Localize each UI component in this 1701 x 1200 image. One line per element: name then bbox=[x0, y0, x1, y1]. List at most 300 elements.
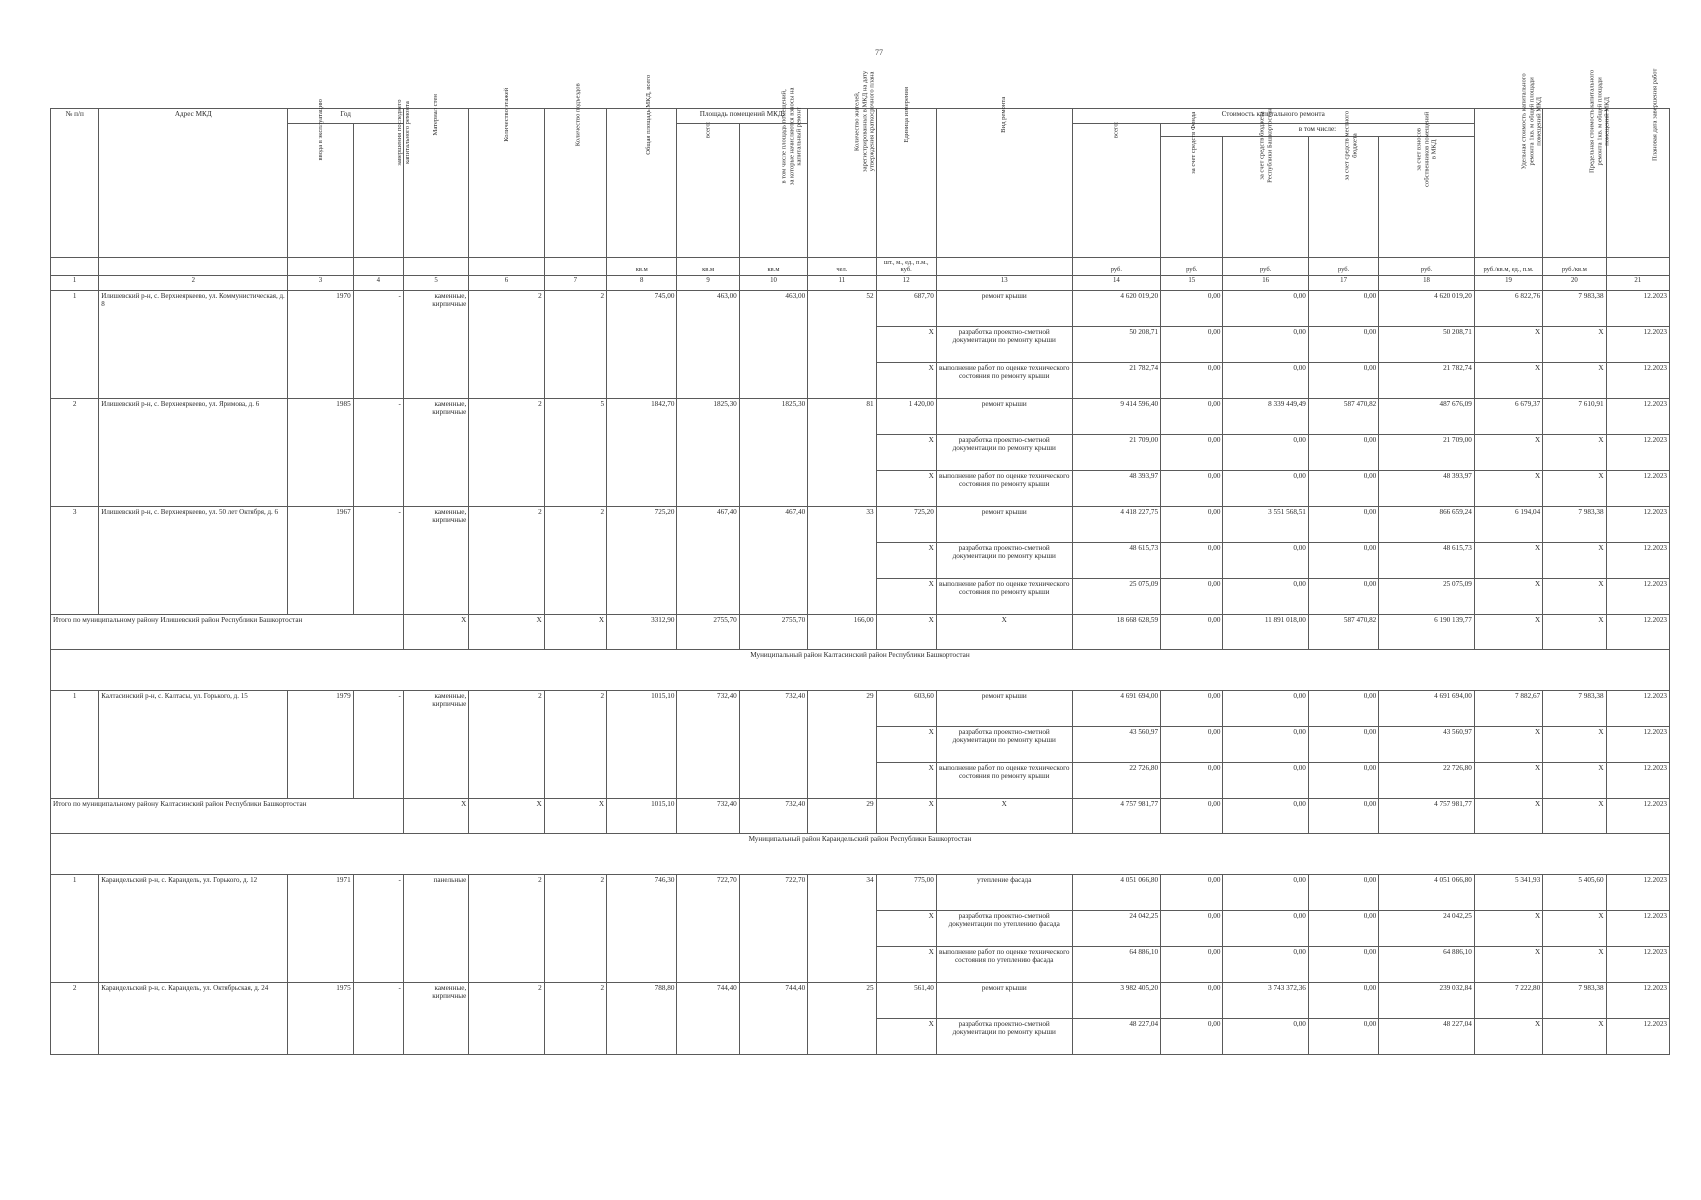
work-type: выполнение работ по оценке технического состояния по утеплению фасада bbox=[936, 946, 1072, 982]
house-premises: 463,00 bbox=[677, 290, 739, 398]
column-number: 7 bbox=[544, 275, 606, 290]
house-premises: 732,40 bbox=[677, 690, 739, 798]
work-cost-fund: 0,00 bbox=[1161, 290, 1223, 326]
unit-cell bbox=[353, 258, 403, 276]
house-floors: 2 bbox=[469, 398, 544, 506]
total-type: X bbox=[936, 614, 1072, 649]
house-year: 1970 bbox=[288, 290, 353, 398]
house-number: 1 bbox=[51, 874, 99, 982]
work-cost-local: 0,00 bbox=[1308, 690, 1378, 726]
work-cost-total: 4 691 694,00 bbox=[1072, 690, 1160, 726]
house-year: 1979 bbox=[288, 690, 353, 798]
column-number: 10 bbox=[739, 275, 807, 290]
house-floors: 2 bbox=[469, 506, 544, 614]
total-fund: 0,00 bbox=[1161, 798, 1223, 833]
house-total-area: 725,20 bbox=[607, 506, 677, 614]
work-specific-cost: X bbox=[1474, 470, 1542, 506]
column-number: 6 bbox=[469, 275, 544, 290]
section-kaltas bbox=[51, 690, 1670, 798]
work-max-cost: X bbox=[1543, 362, 1606, 398]
work-unit: 687,70 bbox=[876, 290, 936, 326]
work-cost-republic: 0,00 bbox=[1223, 1018, 1308, 1054]
house-last-repair: - bbox=[353, 690, 403, 798]
work-cost-owners: 48 227,04 bbox=[1379, 1018, 1475, 1054]
work-cost-local: 0,00 bbox=[1308, 326, 1378, 362]
work-cost-local: 0,00 bbox=[1308, 506, 1378, 542]
work-cost-fund: 0,00 bbox=[1161, 946, 1223, 982]
house-total-area: 746,30 bbox=[607, 874, 677, 982]
work-specific-cost: 7 222,80 bbox=[1474, 982, 1542, 1018]
unit-cell bbox=[469, 258, 544, 276]
work-plan-date: 12.2023 bbox=[1606, 578, 1669, 614]
column-number: 12 bbox=[876, 275, 936, 290]
house-floors: 2 bbox=[469, 290, 544, 398]
work-type: ремонт крыши bbox=[936, 506, 1072, 542]
total-premises-paid: 2755,70 bbox=[739, 614, 807, 649]
work-type: выполнение работ по оценке технического состояния по ремонту крыши bbox=[936, 578, 1072, 614]
header-premises-total: всего: bbox=[677, 124, 739, 258]
work-cost-total: 4 051 066,80 bbox=[1072, 874, 1160, 910]
house-premises-paid: 1825,30 bbox=[739, 398, 807, 506]
work-cost-local: 0,00 bbox=[1308, 290, 1378, 326]
work-max-cost: 7 983,38 bbox=[1543, 506, 1606, 542]
work-unit: 561,40 bbox=[876, 982, 936, 1018]
house-premises: 744,40 bbox=[677, 982, 739, 1054]
total-c5: X bbox=[403, 798, 468, 833]
house-material: каменные, кирпичные bbox=[403, 982, 468, 1054]
house-residents: 33 bbox=[808, 506, 876, 614]
work-specific-cost: X bbox=[1474, 726, 1542, 762]
house-year: 1971 bbox=[288, 874, 353, 982]
total-fund: 0,00 bbox=[1161, 614, 1223, 649]
work-cost-total: 21 709,00 bbox=[1072, 434, 1160, 470]
work-cost-local: 0,00 bbox=[1308, 542, 1378, 578]
work-max-cost: 7 983,38 bbox=[1543, 290, 1606, 326]
work-max-cost: X bbox=[1543, 946, 1606, 982]
work-type: утепление фасада bbox=[936, 874, 1072, 910]
work-cost-fund: 0,00 bbox=[1161, 542, 1223, 578]
work-cost-local: 0,00 bbox=[1308, 726, 1378, 762]
header-num: № п/п bbox=[51, 109, 99, 258]
house-residents: 25 bbox=[808, 982, 876, 1054]
total-cost: 4 757 981,77 bbox=[1072, 798, 1160, 833]
work-cost-total: 64 886,10 bbox=[1072, 946, 1160, 982]
work-unit: X bbox=[876, 910, 936, 946]
work-plan-date: 12.2023 bbox=[1606, 1018, 1669, 1054]
total-local: 0,00 bbox=[1308, 798, 1378, 833]
house-last-repair: - bbox=[353, 506, 403, 614]
work-unit: X bbox=[876, 726, 936, 762]
work-plan-date: 12.2023 bbox=[1606, 398, 1669, 434]
header-year-commission: ввода в эксплуатацию bbox=[288, 124, 353, 258]
total-owners: 6 190 139,77 bbox=[1379, 614, 1475, 649]
work-cost-local: 0,00 bbox=[1308, 982, 1378, 1018]
work-cost-local: 0,00 bbox=[1308, 874, 1378, 910]
work-plan-date: 12.2023 bbox=[1606, 910, 1669, 946]
work-cost-republic: 0,00 bbox=[1223, 326, 1308, 362]
work-max-cost: X bbox=[1543, 542, 1606, 578]
house-material: каменные, кирпичные bbox=[403, 290, 468, 398]
house-entrances: 2 bbox=[544, 290, 606, 398]
work-cost-fund: 0,00 bbox=[1161, 1018, 1223, 1054]
column-number: 3 bbox=[288, 275, 353, 290]
work-cost-local: 0,00 bbox=[1308, 362, 1378, 398]
house-premises-paid: 467,40 bbox=[739, 506, 807, 614]
work-cost-republic: 0,00 bbox=[1223, 946, 1308, 982]
work-max-cost: X bbox=[1543, 762, 1606, 798]
work-cost-owners: 50 208,71 bbox=[1379, 326, 1475, 362]
column-number: 17 bbox=[1308, 275, 1378, 290]
work-max-cost: 7 983,38 bbox=[1543, 982, 1606, 1018]
house-address: Караидельский р-н, с. Караидель, ул. Горького, д. 12 bbox=[99, 874, 288, 982]
unit-cell: руб./кв.м, ед., п.м. bbox=[1474, 258, 1542, 276]
column-number: 1 bbox=[51, 275, 99, 290]
work-unit: X bbox=[876, 578, 936, 614]
work-unit: X bbox=[876, 1018, 936, 1054]
work-cost-republic: 0,00 bbox=[1223, 470, 1308, 506]
house-material: каменные, кирпичные bbox=[403, 506, 468, 614]
house-floors: 2 bbox=[469, 690, 544, 798]
total-c7: X bbox=[544, 798, 606, 833]
work-type: разработка проектно-сметной документации по ремонту крыши bbox=[936, 326, 1072, 362]
work-cost-total: 43 560,97 bbox=[1072, 726, 1160, 762]
house-address: Илишевский р-н, с. Верхнеяркеево, ул. Коммунистическая, д. 8 bbox=[99, 290, 288, 398]
work-max-cost: X bbox=[1543, 910, 1606, 946]
work-plan-date: 12.2023 bbox=[1606, 982, 1669, 1018]
work-specific-cost: X bbox=[1474, 946, 1542, 982]
unit-cell: шт., м., ед., п.м., куб. bbox=[876, 258, 936, 276]
header-year-last-repair: завершения последнего капитального ремонта bbox=[353, 124, 403, 258]
house-total-area: 1842,70 bbox=[607, 398, 677, 506]
work-plan-date: 12.2023 bbox=[1606, 434, 1669, 470]
house-last-repair: - bbox=[353, 398, 403, 506]
work-cost-republic: 8 339 449,49 bbox=[1223, 398, 1308, 434]
work-specific-cost: X bbox=[1474, 434, 1542, 470]
work-cost-owners: 48 393,97 bbox=[1379, 470, 1475, 506]
house-premises: 1825,30 bbox=[677, 398, 739, 506]
house-premises-paid: 732,40 bbox=[739, 690, 807, 798]
unit-cell bbox=[544, 258, 606, 276]
work-plan-date: 12.2023 bbox=[1606, 290, 1669, 326]
section-kaltas-total bbox=[51, 798, 1670, 874]
work-cost-total: 4 418 227,75 bbox=[1072, 506, 1160, 542]
work-cost-fund: 0,00 bbox=[1161, 362, 1223, 398]
work-type: ремонт крыши bbox=[936, 982, 1072, 1018]
work-specific-cost: X bbox=[1474, 326, 1542, 362]
work-cost-owners: 239 032,84 bbox=[1379, 982, 1475, 1018]
work-specific-cost: X bbox=[1474, 910, 1542, 946]
house-row bbox=[51, 874, 1670, 910]
house-entrances: 5 bbox=[544, 398, 606, 506]
work-cost-local: 587 470,82 bbox=[1308, 398, 1378, 434]
header-floors: Количество этажей bbox=[469, 109, 544, 258]
work-specific-cost: 6 679,37 bbox=[1474, 398, 1542, 434]
total-date: 12.2023 bbox=[1606, 614, 1669, 649]
house-address: Калтасинский р-н, с. Калтасы, ул. Горького, д. 15 bbox=[99, 690, 288, 798]
work-cost-owners: 4 620 019,20 bbox=[1379, 290, 1475, 326]
work-cost-total: 9 414 596,40 bbox=[1072, 398, 1160, 434]
total-premises: 2755,70 bbox=[677, 614, 739, 649]
total-max: X bbox=[1543, 798, 1606, 833]
work-cost-total: 24 042,25 bbox=[1072, 910, 1160, 946]
work-cost-republic: 0,00 bbox=[1223, 362, 1308, 398]
header-unit: Единица измерения bbox=[876, 109, 936, 258]
work-cost-fund: 0,00 bbox=[1161, 726, 1223, 762]
work-type: разработка проектно-сметной документации по утеплению фасада bbox=[936, 910, 1072, 946]
work-max-cost: X bbox=[1543, 434, 1606, 470]
work-type: разработка проектно-сметной документации по ремонту крыши bbox=[936, 434, 1072, 470]
unit-cell: руб. bbox=[1161, 258, 1223, 276]
section-header-row bbox=[51, 649, 1670, 690]
total-type: X bbox=[936, 798, 1072, 833]
work-cost-fund: 0,00 bbox=[1161, 910, 1223, 946]
work-max-cost: X bbox=[1543, 726, 1606, 762]
header-cost-fund: за счет средств Фонда bbox=[1161, 137, 1223, 258]
work-unit: 603,60 bbox=[876, 690, 936, 726]
total-owners: 4 757 981,77 bbox=[1379, 798, 1475, 833]
house-entrances: 2 bbox=[544, 874, 606, 982]
unit-cell: руб. bbox=[1308, 258, 1378, 276]
total-specific: X bbox=[1474, 614, 1542, 649]
section-title-karaidel: Муниципальный район Караидельский район Республики Башкортостан bbox=[51, 833, 1670, 874]
work-type: выполнение работ по оценке технического состояния по ремонту крыши bbox=[936, 762, 1072, 798]
column-number: 16 bbox=[1223, 275, 1308, 290]
total-date: 12.2023 bbox=[1606, 798, 1669, 833]
work-plan-date: 12.2023 bbox=[1606, 362, 1669, 398]
work-cost-owners: 25 075,09 bbox=[1379, 578, 1475, 614]
unit-cell: кв.м bbox=[739, 258, 807, 276]
work-unit: X bbox=[876, 326, 936, 362]
house-premises: 722,70 bbox=[677, 874, 739, 982]
unit-cell bbox=[51, 258, 99, 276]
total-c7: X bbox=[544, 614, 606, 649]
total-specific: X bbox=[1474, 798, 1542, 833]
total-republic: 0,00 bbox=[1223, 798, 1308, 833]
total-premises-paid: 732,40 bbox=[739, 798, 807, 833]
house-entrances: 2 bbox=[544, 506, 606, 614]
column-number: 20 bbox=[1543, 275, 1606, 290]
house-address: Караидельский р-н, с. Караидель, ул. Октябрьская, д. 24 bbox=[99, 982, 288, 1054]
house-material: каменные, кирпичные bbox=[403, 690, 468, 798]
work-unit: X bbox=[876, 542, 936, 578]
house-number: 1 bbox=[51, 690, 99, 798]
work-max-cost: 5 405,60 bbox=[1543, 874, 1606, 910]
work-cost-fund: 0,00 bbox=[1161, 690, 1223, 726]
house-residents: 81 bbox=[808, 398, 876, 506]
column-number: 9 bbox=[677, 275, 739, 290]
repair-plan-table bbox=[50, 68, 1670, 1055]
work-plan-date: 12.2023 bbox=[1606, 946, 1669, 982]
house-number: 2 bbox=[51, 398, 99, 506]
unit-cell bbox=[99, 258, 288, 276]
header-cost-local: за счет средств местного бюджета bbox=[1308, 137, 1378, 258]
units-row bbox=[51, 258, 1670, 276]
work-unit: 1 420,00 bbox=[876, 398, 936, 434]
work-cost-owners: 22 726,80 bbox=[1379, 762, 1475, 798]
column-number: 15 bbox=[1161, 275, 1223, 290]
work-unit: 775,00 bbox=[876, 874, 936, 910]
house-last-repair: - bbox=[353, 290, 403, 398]
work-cost-local: 0,00 bbox=[1308, 946, 1378, 982]
work-cost-local: 0,00 bbox=[1308, 1018, 1378, 1054]
work-plan-date: 12.2023 bbox=[1606, 690, 1669, 726]
column-number: 11 bbox=[808, 275, 876, 290]
unit-cell: руб. bbox=[1379, 258, 1475, 276]
work-type: выполнение работ по оценке технического состояния по ремонту крыши bbox=[936, 470, 1072, 506]
house-row bbox=[51, 982, 1670, 1018]
house-year: 1975 bbox=[288, 982, 353, 1054]
work-cost-total: 22 726,80 bbox=[1072, 762, 1160, 798]
total-label: Итого по муниципальному району Калтасинский район Республики Башкортостан bbox=[51, 798, 404, 833]
total-max: X bbox=[1543, 614, 1606, 649]
house-floors: 2 bbox=[469, 982, 544, 1054]
work-cost-republic: 3 743 372,36 bbox=[1223, 982, 1308, 1018]
work-cost-total: 48 393,97 bbox=[1072, 470, 1160, 506]
house-residents: 34 bbox=[808, 874, 876, 982]
work-cost-local: 0,00 bbox=[1308, 910, 1378, 946]
header-repair-type: Вид ремонта bbox=[936, 109, 1072, 258]
column-number: 4 bbox=[353, 275, 403, 290]
work-cost-owners: 21 782,74 bbox=[1379, 362, 1475, 398]
house-premises-paid: 744,40 bbox=[739, 982, 807, 1054]
work-cost-owners: 4 691 694,00 bbox=[1379, 690, 1475, 726]
repair-plan-table-frame bbox=[50, 68, 1670, 1055]
work-cost-republic: 0,00 bbox=[1223, 542, 1308, 578]
work-specific-cost: 6 194,04 bbox=[1474, 506, 1542, 542]
work-max-cost: 7 983,38 bbox=[1543, 690, 1606, 726]
house-residents: 29 bbox=[808, 690, 876, 798]
header-year-group: Год bbox=[288, 109, 404, 124]
house-residents: 52 bbox=[808, 290, 876, 398]
work-plan-date: 12.2023 bbox=[1606, 762, 1669, 798]
work-max-cost: X bbox=[1543, 326, 1606, 362]
work-cost-owners: 21 709,00 bbox=[1379, 434, 1475, 470]
work-cost-republic: 0,00 bbox=[1223, 726, 1308, 762]
house-row bbox=[51, 506, 1670, 542]
header-cost-total: всего: bbox=[1072, 124, 1160, 258]
total-c6: X bbox=[469, 798, 544, 833]
header-max-cost: Предельная стоимость капитального ремонта 1кв. м общей площади помещений МКД bbox=[1543, 109, 1606, 258]
house-total-area: 745,00 bbox=[607, 290, 677, 398]
column-number: 2 bbox=[99, 275, 288, 290]
work-type: разработка проектно-сметной документации по ремонту крыши bbox=[936, 726, 1072, 762]
house-row bbox=[51, 398, 1670, 434]
section-header-row bbox=[51, 833, 1670, 874]
page-number: 77 bbox=[875, 48, 883, 57]
column-number: 19 bbox=[1474, 275, 1542, 290]
work-plan-date: 12.2023 bbox=[1606, 874, 1669, 910]
house-row bbox=[51, 290, 1670, 326]
work-cost-republic: 3 551 568,51 bbox=[1223, 506, 1308, 542]
unit-cell: кв.м bbox=[677, 258, 739, 276]
house-total-area: 1015,10 bbox=[607, 690, 677, 798]
work-unit: X bbox=[876, 434, 936, 470]
unit-cell: руб. bbox=[1072, 258, 1160, 276]
work-type: ремонт крыши bbox=[936, 690, 1072, 726]
work-specific-cost: 5 341,93 bbox=[1474, 874, 1542, 910]
column-number: 13 bbox=[936, 275, 1072, 290]
total-republic: 11 891 018,00 bbox=[1223, 614, 1308, 649]
work-cost-republic: 0,00 bbox=[1223, 910, 1308, 946]
work-specific-cost: X bbox=[1474, 542, 1542, 578]
house-material: панельные bbox=[403, 874, 468, 982]
work-cost-owners: 24 042,25 bbox=[1379, 910, 1475, 946]
unit-cell: кв.м bbox=[607, 258, 677, 276]
work-plan-date: 12.2023 bbox=[1606, 542, 1669, 578]
work-unit: X bbox=[876, 762, 936, 798]
work-unit: X bbox=[876, 470, 936, 506]
work-cost-fund: 0,00 bbox=[1161, 578, 1223, 614]
unit-cell bbox=[288, 258, 353, 276]
header-premises-group: Площадь помещений МКД: bbox=[677, 109, 808, 124]
header-plan-date: Плановая дата завершения работ bbox=[1606, 109, 1669, 258]
house-entrances: 2 bbox=[544, 982, 606, 1054]
work-type: выполнение работ по оценке технического состояния по ремонту крыши bbox=[936, 362, 1072, 398]
work-plan-date: 12.2023 bbox=[1606, 326, 1669, 362]
work-cost-republic: 0,00 bbox=[1223, 762, 1308, 798]
house-year: 1967 bbox=[288, 506, 353, 614]
total-cost: 18 668 628,59 bbox=[1072, 614, 1160, 649]
work-max-cost: X bbox=[1543, 470, 1606, 506]
work-cost-total: 48 615,73 bbox=[1072, 542, 1160, 578]
total-premises: 732,40 bbox=[677, 798, 739, 833]
work-cost-fund: 0,00 bbox=[1161, 326, 1223, 362]
work-plan-date: 12.2023 bbox=[1606, 470, 1669, 506]
work-cost-owners: 64 886,10 bbox=[1379, 946, 1475, 982]
work-specific-cost: 7 882,67 bbox=[1474, 690, 1542, 726]
unit-cell bbox=[403, 258, 468, 276]
column-number: 18 bbox=[1379, 275, 1475, 290]
work-cost-fund: 0,00 bbox=[1161, 434, 1223, 470]
work-cost-owners: 487 676,09 bbox=[1379, 398, 1475, 434]
work-specific-cost: X bbox=[1474, 1018, 1542, 1054]
header-premises-nonliving: в том числе площадь помещений, за которые начисляются взносы на капитальный ремонт bbox=[739, 124, 807, 258]
work-cost-fund: 0,00 bbox=[1161, 398, 1223, 434]
work-cost-fund: 0,00 bbox=[1161, 506, 1223, 542]
house-year: 1985 bbox=[288, 398, 353, 506]
house-entrances: 2 bbox=[544, 690, 606, 798]
work-specific-cost: X bbox=[1474, 578, 1542, 614]
work-cost-local: 0,00 bbox=[1308, 434, 1378, 470]
house-premises-paid: 463,00 bbox=[739, 290, 807, 398]
work-cost-total: 3 982 405,20 bbox=[1072, 982, 1160, 1018]
unit-cell: чел. bbox=[808, 258, 876, 276]
column-number: 14 bbox=[1072, 275, 1160, 290]
work-cost-republic: 0,00 bbox=[1223, 874, 1308, 910]
work-cost-owners: 4 051 066,80 bbox=[1379, 874, 1475, 910]
work-cost-fund: 0,00 bbox=[1161, 470, 1223, 506]
section-karaidel bbox=[51, 874, 1670, 1054]
total-area: 3312,90 bbox=[607, 614, 677, 649]
work-cost-total: 21 782,74 bbox=[1072, 362, 1160, 398]
unit-cell: руб. bbox=[1223, 258, 1308, 276]
section-ilish bbox=[51, 290, 1670, 614]
work-cost-republic: 0,00 bbox=[1223, 690, 1308, 726]
unit-cell bbox=[936, 258, 1072, 276]
total-residents: 29 bbox=[808, 798, 876, 833]
total-unit: X bbox=[876, 798, 936, 833]
house-last-repair: - bbox=[353, 982, 403, 1054]
work-max-cost: X bbox=[1543, 1018, 1606, 1054]
work-cost-republic: 0,00 bbox=[1223, 578, 1308, 614]
header-total-area: Общая площадь МКД, всего bbox=[607, 109, 677, 258]
work-specific-cost: X bbox=[1474, 362, 1542, 398]
work-cost-republic: 0,00 bbox=[1223, 290, 1308, 326]
work-specific-cost: 6 822,76 bbox=[1474, 290, 1542, 326]
header-residents: Количество жителей, зарегистрированных в МКД на дату утверждения краткосрочного плана bbox=[808, 109, 876, 258]
work-plan-date: 12.2023 bbox=[1606, 506, 1669, 542]
work-type: ремонт крыши bbox=[936, 290, 1072, 326]
